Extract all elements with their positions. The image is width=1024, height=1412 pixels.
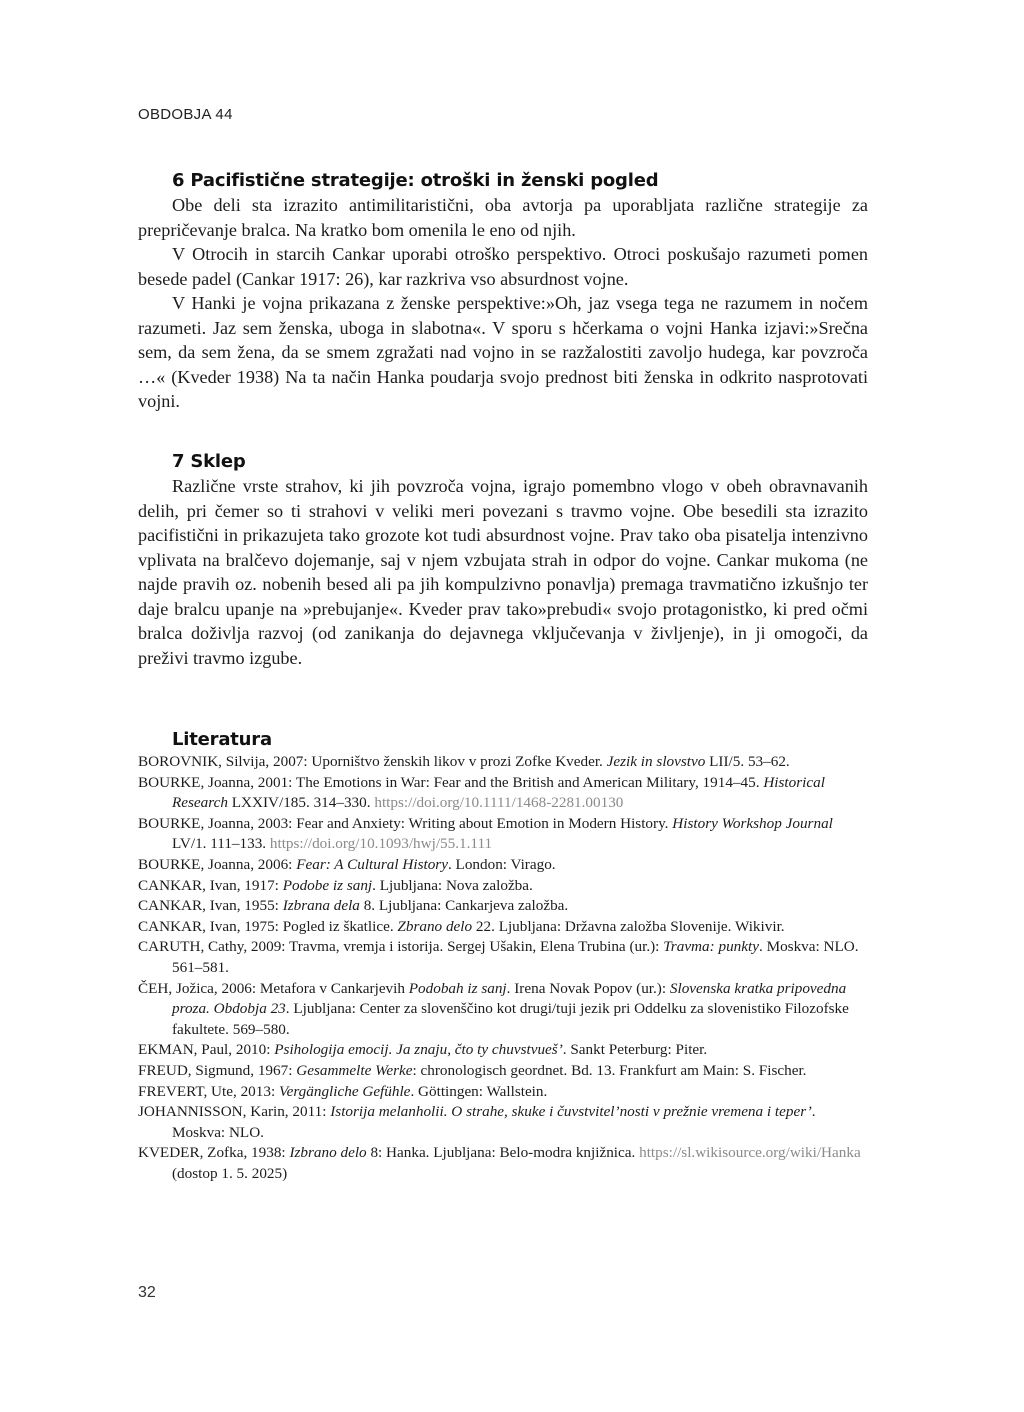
text-run: . Göttingen: Wallstein. <box>410 1082 548 1100</box>
italic-title: History Workshop Journal <box>672 814 833 832</box>
italic-title: Hanki <box>191 293 236 313</box>
italic-title: Istorija melanholii. O strahe, skuke i čuvstvitel’nosti v prežnie vremena i teper’ <box>330 1103 812 1121</box>
page-number: 32 <box>138 1284 156 1301</box>
text-run: 8: Hanka. Ljubljana: Belo-modra knjižnica. <box>366 1144 640 1162</box>
reference-item <box>138 937 868 978</box>
reference-item <box>138 855 868 876</box>
text-run: 22. Ljubljana: Državna založba Slovenije. Wikivir. <box>472 917 785 935</box>
text-run: . Irena Novak Popov (ur.): <box>506 979 670 997</box>
reference-item <box>138 896 868 917</box>
reference-link[interactable]: https://doi.org/10.1111/1468-2281.00130 <box>374 794 624 812</box>
italic-title: Slovenska kratka pripovedna proza. Obdobja 23 <box>172 979 847 1018</box>
text-run: BOROVNIK, Silvija, 2007: Uporništvo ženskih likov v prozi Zofke Kveder. <box>138 753 607 770</box>
text-run: . Sankt Peterburg: Piter. <box>562 1041 708 1059</box>
reference-link[interactable]: https://sl.wikisource.org/wiki/Hanka <box>639 1144 861 1162</box>
reference-item <box>138 814 868 855</box>
section-7-paragraph <box>138 474 868 670</box>
text-run: V <box>172 293 192 313</box>
text-run: . Moskva: NLO. <box>172 1103 816 1141</box>
text-run: V Otrocih in starcih Cankar uporabi otroško perspektivo. Otroci poskušajo razumeti pomen besede <box>138 244 868 289</box>
text-run: 8. Ljubljana: Cankarjeva založba. <box>359 897 569 915</box>
reference-item <box>138 917 868 938</box>
italic-title: Vergängliche Gefühle <box>278 1082 411 1100</box>
text-run: LXXIV/185. 314–330. <box>227 794 375 812</box>
section-7-body <box>138 474 868 670</box>
reference-item <box>138 979 868 1041</box>
reference-item <box>138 773 868 814</box>
text-run: BOURKE, Joanna, 2001: The Emotions in War: Fear and the British and American Military, 1914–45. <box>138 773 764 791</box>
reference-item <box>138 1082 868 1103</box>
reference-link[interactable]: https://doi.org/10.1093/hwj/55.1.111 <box>269 835 493 853</box>
text-run: Različne vrste strahov, ki jih povzroča vojna, igrajo pomembno vlogo v obeh obravnavanih delih, pri čemer so ti strahovi v veliki meri povezani s travmo vojne. Obe besedili sta izrazito pacifistični in prikazujeta tako grozote kot tudi absurdnost vojne. Prav tako oba pisatelja intenzivno vplivata na bralčevo dojemanje, saj v njem vzbujata strah in odpor do vojne. Cankar mukoma (ne najde pravih oz. nobenih besed ali pa jih kompulzivno ponavlja) premaga travmatično izkušnjo ter daje bralcu upanje na »prebujanje«. Kveder prav tako»prebudi« svojo protagonistko, ki pred očmi bralca doživlja razvoj (od zanikanja do dejavnega vključevanja v življenje), in ji omogoči, da preživi travmo izgube. <box>138 476 868 668</box>
text-run: . London: Virago. <box>447 855 556 873</box>
text-run: ČEH, Jožica, 2006: Metafora v Cankarjevih <box>138 979 409 997</box>
italic-title: Fear: A Cultural History <box>296 855 448 873</box>
text-run: EKMAN, Paul, 2010: <box>138 1041 275 1059</box>
section-6-heading: 6 Pacifistične strategije: otroški in ženski pogled <box>172 170 659 191</box>
text-run: : chronologisch geordnet. Bd. 13. Frankfurt am Main: S. Fischer. <box>412 1061 807 1079</box>
section-6-body <box>138 193 868 414</box>
text-run: . Ljubljana: Nova založba. <box>372 876 533 894</box>
italic-title: Izbrano delo <box>289 1144 367 1162</box>
italic-title: Podobah iz sanj <box>408 979 507 997</box>
italic-title: Travma: punkty <box>663 938 759 956</box>
reference-item <box>138 1061 868 1082</box>
text-run: CARUTH, Cathy, 2009: Travma, vremja i istorija. Sergej Ušakin, Elena Trubina (ur.): <box>138 938 664 956</box>
italic-title: Izbrana dela <box>282 897 360 915</box>
text-run: LV/1. 111–133. <box>172 835 270 853</box>
section-7-heading: 7 Sklep <box>172 451 246 472</box>
literature-section <box>138 729 868 1184</box>
italic-title: Jezik in slovstvo <box>606 753 706 770</box>
reference-list <box>138 752 868 1184</box>
text-run: LII/5. 53–62. <box>705 753 790 770</box>
text-run: . Moskva: NLO. 561–581. <box>172 938 859 976</box>
text-run: BOURKE, Joanna, 2003: Fear and Anxiety: Writing about Emotion in Modern History. <box>138 814 673 832</box>
italic-title: Podobe iz sanj <box>282 876 373 894</box>
reference-item <box>138 1143 868 1184</box>
text-run: JOHANNISSON, Karin, 2011: <box>138 1103 331 1121</box>
italic-title: padel <box>192 268 232 289</box>
section-6 <box>138 170 868 414</box>
italic-title: Historical Research <box>172 773 825 812</box>
section-6-paragraph <box>138 193 868 242</box>
text-run: . Ljubljana: Center za slovenščino kot drugi/tuji jezik pri Oddelku za slovenistiko Filozofske fakultete. 569–580. <box>172 1000 849 1038</box>
section-6-paragraph <box>138 291 868 414</box>
italic-title: Gesammelte Werke <box>296 1061 413 1079</box>
text-run: FREVERT, Ute, 2013: <box>138 1082 279 1100</box>
italic-title: Zbrano delo <box>397 917 473 935</box>
literature-heading: Literatura <box>172 729 272 750</box>
text-run: CANKAR, Ivan, 1917: <box>138 876 283 894</box>
running-header: OBDOBJA 44 <box>138 106 233 123</box>
text-run: BOURKE, Joanna, 2006: <box>138 855 297 873</box>
text-run: je vojna prikazana z ženske perspektive:»Oh, jaz vsega tega ne razumem in nočem razumeti. Jaz sem ženska, uboga in slabotna«. V sporu s hčerkama o vojni Hanka izjavi:»Srečna sem, da sem žena, da se smem zgražati nad vojno in se razžalostiti zavoljo hudega, kar povzroča …« (Kveder 1938) Na ta način Hanka poudarja svojo prednost biti ženska in odkrito nasprotovati vojni. <box>138 293 868 411</box>
text-run: CANKAR, Ivan, 1955: <box>138 897 283 915</box>
reference-item <box>138 1040 868 1061</box>
reference-item <box>138 752 868 773</box>
text-run: (Cankar 1917: 26), kar razkriva vso absurdnost vojne. <box>231 268 629 289</box>
text-run: CANKAR, Ivan, 1975: Pogled iz škatlice. <box>138 917 398 935</box>
text-run: FREUD, Sigmund, 1967: <box>138 1061 297 1079</box>
reference-item <box>138 876 868 897</box>
text-run: KVEDER, Zofka, 1938: <box>138 1144 290 1162</box>
section-6-paragraph <box>138 242 868 291</box>
text-run: Obe deli sta izrazito antimilitaristični, oba avtorja pa uporabljata različne strategije za prepričevanje bralca. Na kratko bom omenila le eno od njih. <box>138 195 868 240</box>
section-7 <box>138 451 868 670</box>
reference-item <box>138 1102 868 1143</box>
text-run: (dostop 1. 5. 2025) <box>172 1164 288 1182</box>
italic-title: Psihologija emocij. Ja znaju, čto ty chuvstvueš’ <box>274 1041 563 1059</box>
